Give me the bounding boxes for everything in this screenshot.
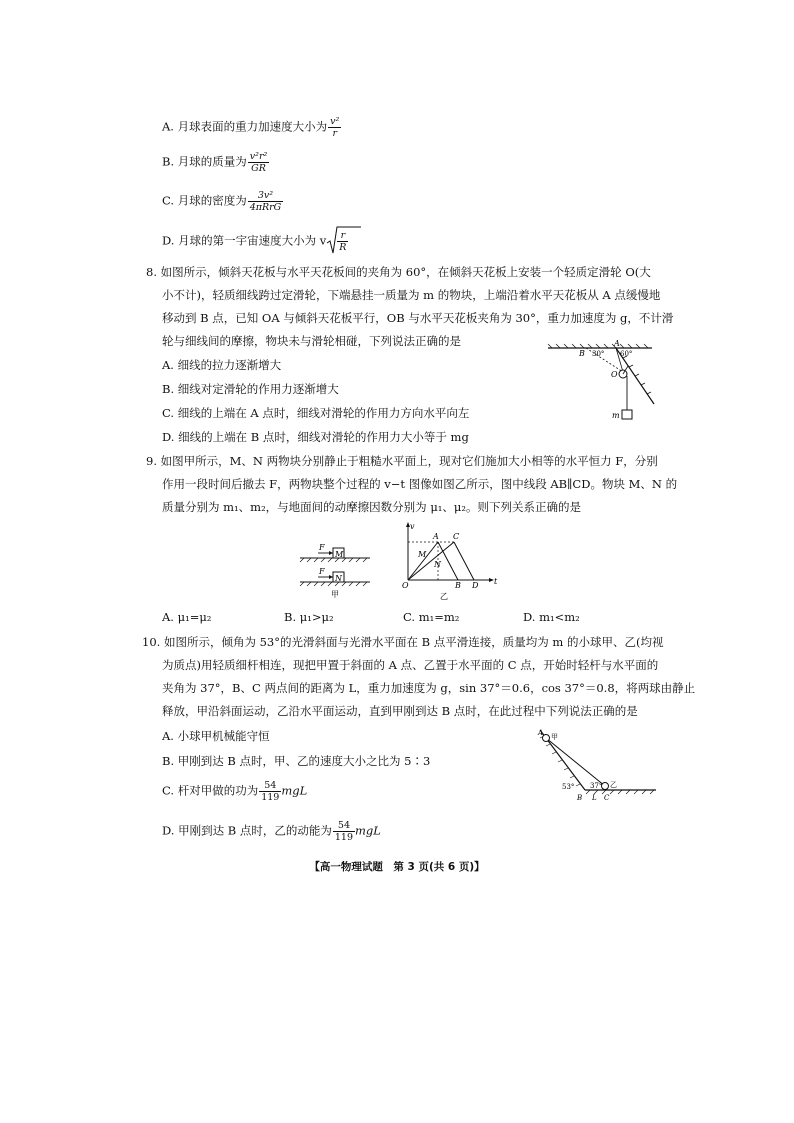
q9-label-n: N xyxy=(335,574,342,583)
q7-option-c xyxy=(162,190,283,213)
q8-angle-30: 30° xyxy=(592,350,605,358)
numerator: v² xyxy=(330,116,340,127)
q9-axis-v: v xyxy=(410,522,415,531)
q9-point-b: B xyxy=(455,581,461,590)
q9-figure-jia xyxy=(300,540,372,602)
page-footer: 【高一物理试题 第 3 页(共 6 页)】 xyxy=(309,861,485,873)
q10-label-l: L xyxy=(592,794,597,802)
denominator: GR xyxy=(251,163,266,174)
q9-option-b: B. μ₁>μ₂ xyxy=(284,610,334,624)
numerator: v²r² xyxy=(249,151,268,162)
q9-stem-line-1: 9. 如图甲所示，M、N 两物块分别静止于粗糙水平面上，现对它们施加大小相等的水平恒力 F，分别 xyxy=(146,454,658,468)
denominator: R xyxy=(339,242,347,253)
q9-vt-graph xyxy=(400,520,500,600)
denominator: 119 xyxy=(261,792,280,803)
q9-line-n: N xyxy=(434,560,441,569)
q10-option-c xyxy=(162,780,307,803)
q7-option-d-text: D. 月球的第一宇宙速度大小为 v xyxy=(162,233,327,248)
radical-sign-icon xyxy=(327,227,337,255)
q8-label-a: A xyxy=(614,339,620,348)
q8-pulley-figure xyxy=(548,336,658,426)
q9-stem-line-2: 作用一段时间后撤去 F，两物块整个过程的 v−t 图像如图乙所示，图中线段 AB∥CD。物块 M、N 的 xyxy=(162,477,678,491)
q7-option-a-text: A. 月球表面的重力加速度大小为 xyxy=(162,119,328,134)
q10-option-d xyxy=(162,820,381,843)
q9-point-d: D xyxy=(472,581,479,590)
q8-option-d: D. 细线的上端在 B 点时，细线对滑轮的作用力大小等于 mg xyxy=(162,430,469,444)
fraction xyxy=(248,151,270,174)
q8-option-a: A. 细线的拉力逐渐增大 xyxy=(162,358,282,372)
q9-stem-line-3: 质量分别为 m₁、m₂，与地面间的动摩擦因数分别为 μ₁、μ₂。则下列关系正确的是 xyxy=(162,500,582,514)
q7-option-b-text: B. 月球的质量为 xyxy=(162,154,247,169)
q9-point-c: C xyxy=(453,532,460,541)
q9-option-a: A. μ₁=μ₂ xyxy=(162,610,212,624)
numerator: 3v² xyxy=(248,190,284,202)
q10-angle-53: 53° xyxy=(562,783,575,791)
q10-option-a: A. 小球甲机械能守恒 xyxy=(162,729,270,743)
q7-option-c-text: C. 月球的密度为 xyxy=(162,193,247,208)
q8-stem-line-3: 移动到 B 点，已知 OA 与倾斜天花板平行，OB 与水平天花板夹角为 30°，重力加速度为 g，不计滑 xyxy=(162,311,674,325)
fraction xyxy=(248,190,284,213)
q7-option-a xyxy=(162,116,341,139)
q10-label-yi: 乙 xyxy=(610,781,617,789)
fraction xyxy=(259,780,281,803)
fraction xyxy=(337,230,348,253)
q9-label-f1: F xyxy=(319,543,325,552)
q9-axis-t: t xyxy=(494,577,498,586)
q9-option-c: C. m₁=m₂ xyxy=(403,610,460,624)
q10-option-c-unit: mgL xyxy=(281,783,308,798)
q8-label-m: m xyxy=(612,411,620,420)
denominator: 4πRrG xyxy=(249,202,282,213)
q8-stem-line-4: 轮与细线间的摩擦，物块未与滑轮相碰，下列说法正确的是 xyxy=(162,334,461,348)
q9-line-m: M xyxy=(418,550,427,559)
q9-label-m: M xyxy=(335,550,344,559)
q9-option-d: D. m₁<m₂ xyxy=(523,610,580,624)
q7-option-d xyxy=(162,230,348,253)
q9-caption-jia: 甲 xyxy=(331,590,339,599)
q10-option-b: B. 甲刚到达 B 点时，甲、乙的速度大小之比为 5∶3 xyxy=(162,754,431,768)
q10-label-a: A xyxy=(538,729,544,737)
q8-stem-line-1: 8. 如图所示，倾斜天花板与水平天花板间的夹角为 60°，在倾斜天花板上安装一个轻质定滑轮 O(大 xyxy=(146,265,651,279)
q9-point-a: A xyxy=(433,532,439,541)
q8-angle-60: 60° xyxy=(620,350,633,358)
q10-option-c-text: C. 杆对甲做的功为 xyxy=(162,783,259,798)
q10-stem-line-2: 为质点)用轻质细杆相连，现把甲置于斜面的 A 点、乙置于水平面的 C 点，开始时轻杆与水平面的 xyxy=(162,658,659,672)
q10-label-c: C xyxy=(604,794,610,802)
numerator: 54 xyxy=(259,780,281,792)
q10-stem-line-3: 夹角为 37°，B、C 两点间的距离为 L，重力加速度为 g，sin 37°＝0.6，cos 37°＝0.8，将两球由静止 xyxy=(162,681,696,695)
q10-stem-line-1: 10. 如图所示，倾角为 53°的光滑斜面与光滑水平面在 B 点平滑连接，质量均为 m 的小球甲、乙(均视 xyxy=(142,635,664,649)
numerator: 54 xyxy=(333,820,355,832)
q10-angle-37: 37° xyxy=(590,782,603,790)
q10-incline-figure xyxy=(530,728,660,803)
q9-origin-o: O xyxy=(402,581,409,590)
square-root xyxy=(329,230,348,253)
q9-label-f2: F xyxy=(319,567,325,576)
q10-option-d-text: D. 甲刚到达 B 点时，乙的动能为 xyxy=(162,823,332,838)
q7-option-b xyxy=(162,151,269,174)
fraction xyxy=(328,116,341,139)
q8-label-o: O xyxy=(611,370,618,379)
denominator: 119 xyxy=(334,832,354,843)
q10-stem-line-4: 释放，甲沿斜面运动，乙沿水平面运动，直到甲刚到达 B 点时，在此过程中下列说法正确的是 xyxy=(162,704,638,718)
q8-label-b: B xyxy=(579,349,585,358)
q10-label-jia: 甲 xyxy=(551,733,558,741)
q10-label-b: B xyxy=(577,794,583,802)
fraction xyxy=(333,820,355,843)
numerator: r xyxy=(337,230,348,242)
q8-option-c: C. 细线的上端在 A 点时，细线对滑轮的作用力方向水平向左 xyxy=(162,406,470,420)
q8-stem-line-2: 小不计)，轻质细线跨过定滑轮，下端悬挂一质量为 m 的物块，上端沿着水平天花板从 A 点缓慢地 xyxy=(162,288,661,302)
denominator: r xyxy=(332,128,337,139)
q10-option-d-unit: mgL xyxy=(355,823,381,838)
q9-caption-yi: 乙 xyxy=(440,592,448,601)
q8-option-b: B. 细线对定滑轮的作用力逐渐增大 xyxy=(162,382,339,396)
